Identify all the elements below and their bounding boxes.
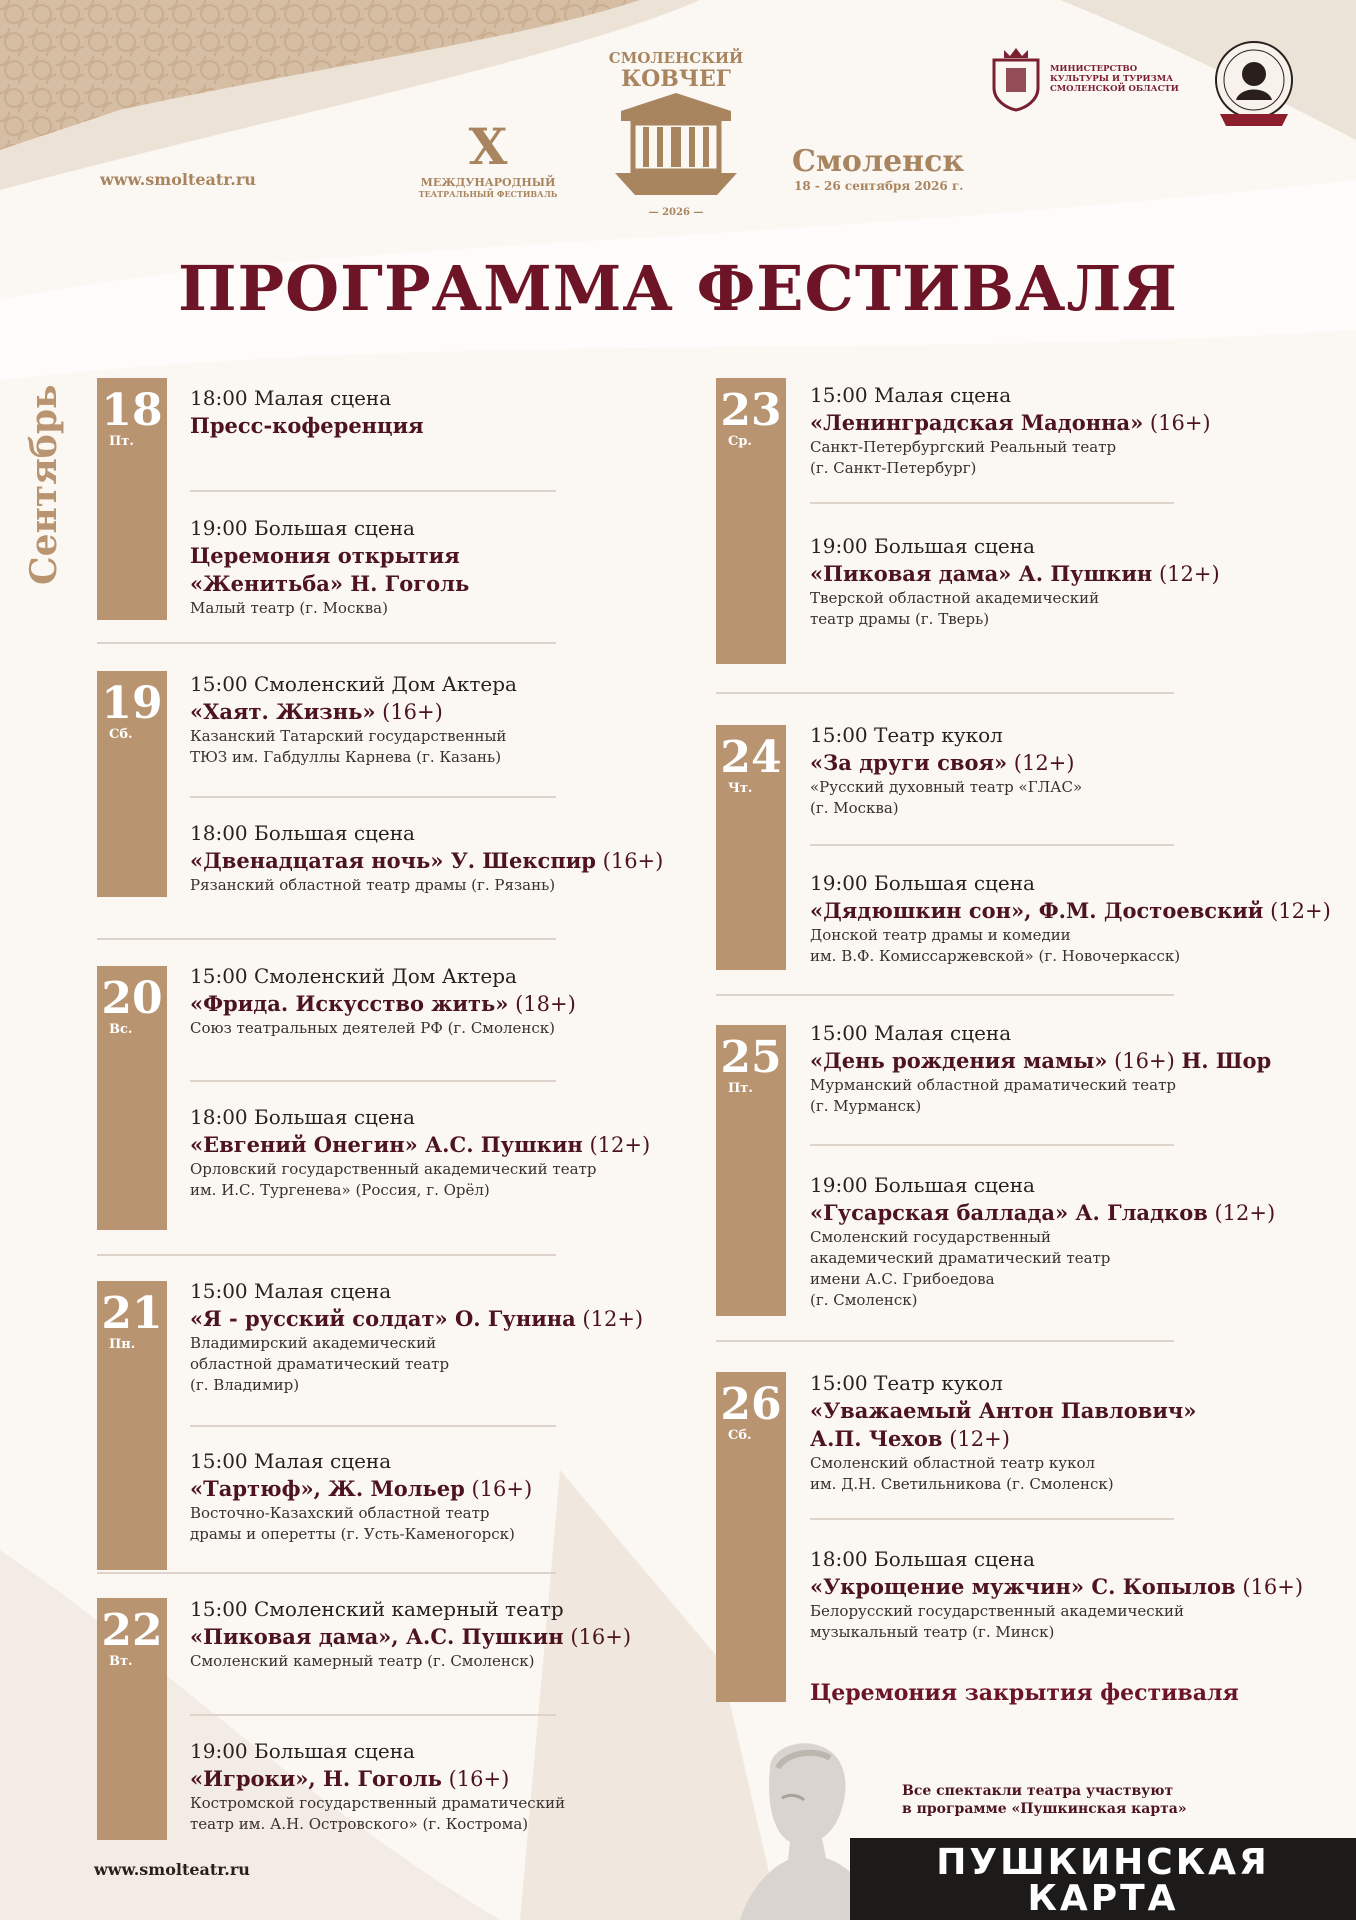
event-title: «За други своя»	[810, 750, 1008, 775]
event-20-1	[190, 963, 576, 1039]
event-title: «Пиковая дама», А.С. Пушкин	[190, 1624, 564, 1649]
event-26-2	[810, 1546, 1303, 1643]
divider	[190, 1714, 556, 1716]
event-theatre-line3: (г. Владимир)	[190, 1376, 300, 1394]
event-title: «День рождения мамы»	[810, 1048, 1108, 1073]
festival-dates: 18 - 26 сентября 2026 г.	[794, 179, 964, 193]
divider	[716, 1340, 1174, 1342]
event-theatre-line1: Смоленский камерный театр (г. Смоленск)	[190, 1652, 535, 1670]
divider	[190, 490, 556, 492]
event-theatre-line2: театр им. А.Н. Островского» (г. Кострома)	[190, 1815, 529, 1833]
divider	[810, 1518, 1174, 1520]
header-site-url[interactable]: www.smolteatr.ru	[100, 170, 256, 189]
event-theatre-line2: (г. Москва)	[810, 799, 899, 817]
day-weekday: Пн.	[109, 1337, 136, 1352]
event-theatre-line1: Белорусский государственный академический	[810, 1602, 1185, 1620]
event-theatre-line4: (г. Смоленск)	[810, 1291, 918, 1309]
day-number: 22	[101, 1605, 163, 1656]
event-age: (16+)	[563, 1625, 632, 1649]
event-time: 18:00 Большая сцена	[190, 821, 415, 845]
event-time: 15:00 Театр кукол	[810, 723, 1003, 747]
event-time: 15:00 Смоленский камерный театр	[190, 1597, 564, 1621]
event-time: 19:00 Большая сцена	[810, 534, 1035, 558]
event-age: (16+)	[441, 1767, 510, 1791]
event-title: «Я - русский солдат» О. Гунина	[190, 1306, 576, 1331]
day-number: 23	[720, 385, 782, 436]
event-title: «Евгений Онегин» А.С. Пушкин	[190, 1132, 583, 1157]
event-theatre-line2: (г. Санкт-Петербург)	[810, 459, 977, 477]
event-theatre-line1: Мурманский областной драматический театр	[810, 1076, 1176, 1094]
day-number: 20	[101, 973, 163, 1024]
event-25-2	[810, 1172, 1275, 1311]
logo-line2: КОВЧЕГ	[621, 66, 731, 92]
event-age: (16+)	[595, 849, 664, 873]
day-weekday: Вс.	[109, 1022, 133, 1037]
day-number: 21	[101, 1288, 163, 1339]
event-22-1	[190, 1596, 631, 1672]
event-theatre-line2: (г. Мурманск)	[810, 1097, 922, 1115]
event-time: 15:00 Малая сцена	[810, 1021, 1012, 1045]
event-time: 15:00 Малая сцена	[810, 383, 1012, 407]
event-18-1	[190, 385, 424, 440]
event-theatre-line1: «Русский духовный театр «ГЛАС»	[810, 778, 1083, 796]
day-18	[97, 378, 167, 620]
day-number: 18	[101, 385, 163, 436]
event-time: 19:00 Большая сцена	[190, 516, 415, 540]
edition-badge	[418, 117, 558, 199]
day-weekday: Ср.	[728, 434, 752, 449]
pushkin-card-note-line1: Все спектакли театра участвуют	[902, 1783, 1174, 1799]
pushkin-card-note-line2: в программе «Пушкинская карта»	[902, 1801, 1187, 1817]
event-20-2	[190, 1104, 650, 1201]
day-weekday: Пт.	[728, 1081, 753, 1096]
event-theatre-line1: Санкт-Петербургский Реальный театр	[810, 438, 1117, 456]
pushkin-card-line1: ПУШКИНСКАЯ	[936, 1842, 1270, 1883]
pushkin-card-line2: КАРТА	[1027, 1878, 1179, 1919]
event-21-2	[190, 1448, 532, 1545]
divider	[810, 502, 1174, 504]
event-title: «Уважаемый Антон Павлович»	[810, 1398, 1197, 1423]
event-title: «Тартюф», Ж. Мольер	[190, 1476, 465, 1501]
event-22-2	[190, 1738, 565, 1835]
event-title: «Двенадцатая ночь» У. Шекспир	[190, 848, 596, 873]
day-21	[97, 1281, 167, 1570]
festival-logo	[608, 50, 744, 218]
closing-ceremony: Церемония закрытия фестиваля	[810, 1680, 1239, 1706]
event-age: (12+)	[575, 1307, 644, 1331]
event-19-2	[190, 820, 663, 896]
event-theatre-line2: им. Д.Н. Светильникова (г. Смоленск)	[810, 1475, 1114, 1493]
event-time: 15:00 Театр кукол	[810, 1371, 1003, 1395]
divider	[190, 1080, 556, 1082]
event-age: (16+)	[1235, 1575, 1304, 1599]
day-number: 25	[720, 1032, 782, 1083]
event-26-1	[810, 1370, 1196, 1495]
page-title: ПРОГРАММА ФЕСТИВАЛЯ	[178, 252, 1178, 325]
event-age: (12+)	[1263, 899, 1331, 923]
day-19	[97, 671, 167, 897]
event-time: 19:00 Большая сцена	[810, 1173, 1035, 1197]
day-20	[97, 966, 167, 1230]
day-weekday: Пт.	[109, 434, 134, 449]
event-19-1	[190, 671, 517, 768]
footer-site-url[interactable]: www.smolteatr.ru	[94, 1860, 250, 1879]
event-18-2	[190, 515, 469, 619]
event-time: 15:00 Смоленский Дом Актера	[190, 672, 517, 696]
event-24-2	[810, 870, 1331, 967]
divider	[190, 1425, 556, 1427]
event-theatre-line1: Смоленский государственный	[810, 1228, 1051, 1246]
event-theatre-line2: им. И.С. Тургенева» (Россия, г. Орёл)	[190, 1181, 490, 1199]
day-weekday: Сб.	[109, 727, 133, 742]
event-theatre-line3: имени А.С. Грибоедова	[810, 1270, 995, 1288]
divider	[97, 938, 556, 940]
event-24-1	[810, 722, 1082, 819]
event-age: (16+)	[1143, 411, 1211, 435]
event-theatre-line2: театр драмы (г. Тверь)	[810, 610, 990, 628]
day-number: 19	[101, 678, 163, 729]
event-time: 18:00 Большая сцена	[810, 1547, 1035, 1571]
event-time: 15:00 Смоленский Дом Актера	[190, 964, 517, 988]
day-22	[97, 1598, 167, 1840]
event-title: «Пиковая дама» А. Пушкин	[810, 561, 1153, 586]
event-title: «Фрида. Искусство жить»	[190, 991, 509, 1016]
pushkin-card-banner	[850, 1838, 1356, 1920]
day-weekday: Чт.	[728, 781, 753, 796]
event-title: «Ленинградская Мадонна»	[810, 410, 1144, 435]
logo-line1: СМОЛЕНСКИЙ	[608, 49, 744, 67]
day-24	[716, 725, 786, 970]
divider	[97, 1572, 556, 1574]
event-theatre: Малый театр (г. Москва)	[190, 599, 388, 617]
day-25	[716, 1025, 786, 1316]
logo-year: — 2026 —	[648, 207, 704, 218]
event-title-line2: «Женитьба» Н. Гоголь	[190, 571, 470, 596]
event-time: 15:00 Малая сцена	[190, 1449, 392, 1473]
event-time: 18:00 Малая сцена	[190, 386, 392, 410]
theatre-building-icon	[611, 91, 741, 201]
event-age: (16+)	[464, 1477, 533, 1501]
event-age: (12+)	[942, 1427, 1010, 1451]
event-title: «Хаят. Жизнь»	[190, 699, 376, 724]
event-author: Н. Шор	[1181, 1048, 1272, 1073]
event-time: 15:00 Малая сцена	[190, 1279, 392, 1303]
event-theatre-line1: Владимирский академический	[190, 1334, 437, 1352]
day-weekday: Сб.	[728, 1428, 752, 1443]
day-number: 26	[720, 1379, 782, 1430]
edition-line1: МЕЖДУНАРОДНЫЙ	[420, 176, 556, 189]
event-title: «Дядюшкин сон», Ф.М. Достоевский	[810, 898, 1264, 923]
divider	[716, 692, 1174, 694]
event-title-line2: А.П. Чехов	[810, 1426, 943, 1451]
divider	[810, 1144, 1174, 1146]
month-label	[20, 380, 66, 590]
city-block	[792, 145, 964, 193]
event-25-1	[810, 1020, 1271, 1117]
event-23-2	[810, 533, 1220, 630]
event-theatre-line1: Смоленский областной театр кукол	[810, 1454, 1096, 1472]
event-theatre-line2: драмы и оперетты (г. Усть-Каменогорск)	[190, 1525, 515, 1543]
pushkin-card-note	[902, 1782, 1187, 1818]
event-theatre-line1: Тверской областной академический	[810, 589, 1100, 607]
event-age: (12+)	[582, 1133, 651, 1157]
event-title: Церемония открытия	[190, 543, 460, 568]
event-theatre-line2: музыкальный театр (г. Минск)	[810, 1623, 1055, 1641]
event-age: (16+)	[1107, 1049, 1182, 1073]
event-theatre-line1: Союз театральных деятелей РФ (г. Смоленск)	[190, 1019, 556, 1037]
divider	[97, 642, 556, 644]
divider	[810, 844, 1174, 846]
event-time: 19:00 Большая сцена	[810, 871, 1035, 895]
event-time: 19:00 Большая сцена	[190, 1739, 415, 1763]
event-age: (18+)	[508, 992, 576, 1016]
theatre-emblem-icon	[1210, 38, 1298, 134]
event-theatre-line1: Восточно-Казахский областной театр	[190, 1504, 490, 1522]
event-theatre-line2: ТЮЗ им. Габдуллы Карнева (г. Казань)	[190, 748, 502, 766]
event-23-1	[810, 382, 1211, 479]
divider	[97, 1254, 556, 1256]
event-theatre-line1: Орловский государственный академический театр	[190, 1160, 597, 1178]
event-theatre-line1: Казанский Татарский государственный	[190, 727, 507, 745]
day-weekday: Вт.	[109, 1654, 133, 1669]
event-theatre-line1: Рязанский областной театр драмы (г. Рязань)	[190, 876, 556, 894]
event-title: Пресс-коференция	[190, 413, 424, 438]
event-age: (12+)	[1207, 1201, 1276, 1225]
event-theatre-line2: академический драматический театр	[810, 1249, 1111, 1267]
edition-line2: ТЕАТРАЛЬНЫЙ ФЕСТИВАЛЬ	[418, 189, 558, 199]
month-text: Сентябрь	[23, 384, 65, 585]
ministry-logo	[988, 46, 1188, 116]
event-theatre-line2: им. В.Ф. Комиссаржевской» (г. Новочеркасск)	[810, 947, 1181, 965]
event-title: «Укрощение мужчин» С. Копылов	[810, 1574, 1236, 1599]
city-name: Смоленск	[792, 144, 965, 179]
event-age: (12+)	[1007, 751, 1075, 775]
event-title: «Игроки», Н. Гоголь	[190, 1766, 442, 1791]
divider	[716, 994, 1174, 996]
event-title: «Гусарская баллада» А. Гладков	[810, 1200, 1208, 1225]
event-theatre-line1: Костромской государственный драматический	[190, 1794, 566, 1812]
day-number: 24	[720, 732, 782, 783]
coat-of-arms-icon	[988, 46, 1044, 112]
day-26	[716, 1372, 786, 1702]
event-21-1	[190, 1278, 643, 1396]
event-time: 18:00 Большая сцена	[190, 1105, 415, 1129]
event-age: (16+)	[375, 700, 443, 724]
ministry-name: МИНИСТЕРСТВО КУЛЬТУРЫ И ТУРИЗМА СМОЛЕНСКОЙ ОБЛАСТИ	[1050, 64, 1179, 94]
event-theatre-line2: областной драматический театр	[190, 1355, 450, 1373]
event-theatre-line1: Донской театр драмы и комедии	[810, 926, 1071, 944]
divider	[190, 796, 556, 798]
day-23	[716, 378, 786, 664]
event-age: (12+)	[1152, 562, 1220, 586]
edition-numeral: X	[468, 117, 508, 176]
